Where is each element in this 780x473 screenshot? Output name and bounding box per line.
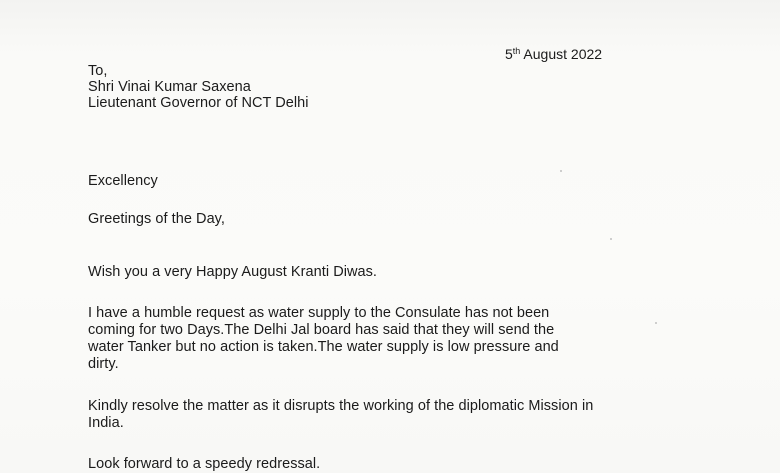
- request-paragraph-line: I have a humble request as water supply to the Consulate has not been: [88, 305, 550, 321]
- salutation: Excellency: [88, 173, 158, 189]
- wish-line: Wish you a very Happy August Kranti Diwas.: [88, 264, 377, 280]
- closing-line: Look forward to a speedy redressal.: [88, 456, 321, 472]
- resolve-paragraph-line: India.: [88, 415, 124, 431]
- recipient-title: Lieutenant Governor of NCT Delhi: [88, 95, 309, 111]
- scan-speck: [610, 238, 612, 240]
- scan-speck: [655, 322, 657, 324]
- recipient-name: Shri Vinai Kumar Saxena: [88, 79, 251, 95]
- scan-speck: [560, 170, 562, 172]
- resolve-paragraph-line: Kindly resolve the matter as it disrupts the working of the diplomatic Mission in: [88, 398, 594, 414]
- address-to: To,: [88, 63, 108, 79]
- greeting: Greetings of the Day,: [88, 211, 225, 227]
- request-paragraph-line: water Tanker but no action is taken.The water supply is low pressure and: [88, 339, 559, 355]
- request-paragraph-line: dirty.: [88, 356, 119, 372]
- request-paragraph-line: coming for two Days.The Delhi Jal board has said that they will send the: [88, 322, 555, 338]
- letter-date: 5th August 2022: [505, 46, 603, 62]
